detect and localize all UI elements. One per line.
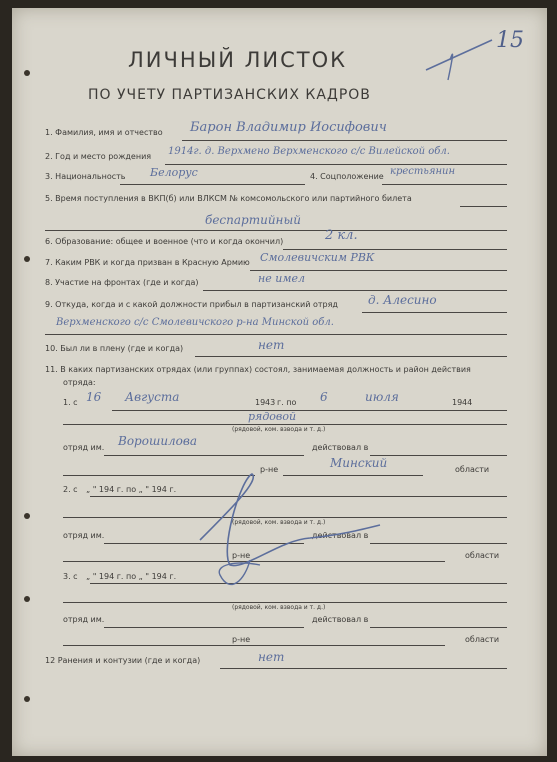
rank-caption-1: (рядовой, ком. взвода и т. д.): [232, 426, 326, 433]
service-2-detachment-label: отряд им.: [63, 531, 105, 540]
field-8-value: не имел: [258, 272, 305, 285]
service-3-acted-label: действовал в: [312, 615, 369, 624]
service-1-from-year: 43: [265, 398, 276, 407]
field-2-value: 1914г. д. Верхмено Верхменского с/с Вилейской обл.: [168, 146, 450, 157]
field-7-value: Смолевичским РВК: [260, 251, 375, 264]
service-2-prefix: 2. с: [63, 485, 78, 494]
binder-hole: [24, 513, 30, 519]
service-1-region-label: области: [455, 465, 490, 474]
service-1-detachment-label: отряд им.: [63, 443, 105, 452]
service-3-district-label: р-не: [232, 635, 251, 644]
binder-hole: [24, 596, 30, 602]
service-1-to-year: 44: [462, 398, 473, 407]
rank-caption-3: (рядовой, ком. взвода и т. д.): [232, 604, 326, 611]
field-12-label: 12 Ранения и контузии (где и когда): [45, 656, 201, 665]
service-1-district: Минский: [330, 456, 388, 470]
service-1-prefix: 1. с: [63, 398, 78, 407]
service-3-region-label: области: [465, 635, 500, 644]
field-11-label: 11. В каких партизанских отрядах (или группах) состоял, занимаемая должность и район действия: [45, 365, 471, 374]
field-6-label: 6. Образование: общее и военное (что и когда окончил): [45, 237, 284, 246]
service-1-to-month: июля: [365, 390, 399, 404]
field-9-value-b: Верхменского с/с Смолевичского р-на Минской обл.: [56, 317, 334, 328]
field-3-value: Белорус: [150, 166, 198, 179]
service-2-region-label: области: [465, 551, 500, 560]
field-7-label: 7. Каким РВК и когда призван в Красную Армию: [45, 258, 250, 267]
page-subtitle: ПО УЧЕТУ ПАРТИЗАНСКИХ КАДРОВ: [88, 87, 371, 103]
service-1-mid: г. по: [277, 398, 297, 407]
binder-hole: [24, 70, 30, 76]
field-3-label: 3. Национальность: [45, 172, 126, 181]
binder-hole: [24, 696, 30, 702]
service-2-acted-label: действовал в: [312, 531, 369, 540]
service-1-acted-label: действовал в: [312, 443, 369, 452]
field-2-label: 2. Год и место рождения: [45, 152, 152, 161]
field-9-value-a: д. Алесино: [368, 293, 437, 307]
field-4-value: крестьянин: [390, 166, 456, 177]
service-2-district-label: р-не: [232, 551, 251, 560]
field-12-value: нет: [258, 650, 285, 664]
service-1-from-month: Августа: [125, 390, 180, 404]
field-9-label: 9. Откуда, когда и с какой должности прибыл в партизанский отряд: [45, 300, 338, 309]
page-title: ЛИЧНЫЙ ЛИСТОК: [128, 48, 348, 72]
field-1-label: 1. Фамилия, имя и отчество: [45, 128, 163, 137]
field-5-label: 5. Время поступления в ВКП(б) или ВЛКСМ № комсомольского или партийного билета: [45, 194, 412, 203]
service-3-detachment-label: отряд им.: [63, 615, 105, 624]
field-6-value: 2 кл.: [325, 228, 358, 243]
service-1-year-prefix: 19: [255, 398, 266, 407]
service-1-district-label: р-не: [260, 465, 279, 474]
service-3-line: „ " 194 г. по „ " 194 г.: [86, 572, 177, 581]
field-11-label-cont: отряда:: [63, 378, 96, 387]
service-1-detachment: Ворошилова: [118, 434, 198, 448]
cancellation-scribble: [190, 470, 390, 610]
field-10-label: 10. Был ли в плену (где и когда): [45, 344, 184, 353]
field-10-value: нет: [258, 338, 285, 352]
service-1-post: рядовой: [248, 410, 297, 423]
field-5-value: беспартийный: [205, 213, 301, 227]
service-1-from-day: 16: [86, 390, 102, 404]
corner-mark: [420, 30, 500, 90]
rank-caption-2: (рядовой, ком. взвода и т. д.): [232, 519, 326, 526]
corner-number: 15: [496, 28, 524, 53]
service-1-to-year-prefix: 19: [452, 398, 463, 407]
binder-hole: [24, 256, 30, 262]
service-1-to-day: 6: [320, 390, 328, 404]
field-1-value: Барон Владимир Иосифович: [190, 120, 387, 135]
service-2-line: „ " 194 г. по „ " 194 г.: [86, 485, 177, 494]
field-8-label: 8. Участие на фронтах (где и когда): [45, 278, 199, 287]
field-4-label: 4. Соцположение: [310, 172, 384, 181]
service-3-prefix: 3. с: [63, 572, 78, 581]
